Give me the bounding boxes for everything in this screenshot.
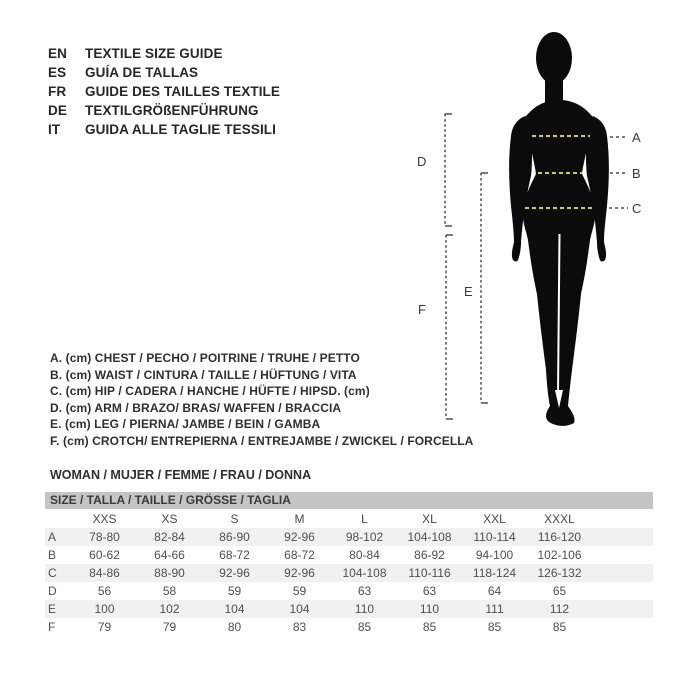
cell: 79 — [162, 620, 177, 634]
cell: 85 — [422, 620, 437, 634]
cell: 64 — [487, 584, 502, 598]
spacer — [592, 600, 653, 618]
cell: 88-90 — [154, 566, 185, 580]
cell: 63 — [422, 584, 437, 598]
cell: 83 — [292, 620, 307, 634]
col-header-xs: XS — [161, 512, 178, 526]
cell: 82-84 — [154, 530, 185, 544]
col-header-m: M — [294, 512, 305, 526]
cell: 64-66 — [154, 548, 185, 562]
cell: 94-100 — [475, 548, 514, 562]
table-row-leg — [45, 600, 653, 618]
language-row — [48, 120, 280, 139]
table-row-chest — [45, 528, 653, 546]
language-row — [48, 44, 280, 63]
cell: 85 — [357, 620, 372, 634]
bracket-e-ticks — [481, 173, 488, 403]
measure-label-b: B — [632, 166, 641, 181]
table-row-hip — [45, 564, 653, 582]
col-header-s: S — [230, 512, 239, 526]
cell: 98-102 — [345, 530, 384, 544]
measure-label-f: F — [418, 302, 426, 317]
cell: 104-108 — [342, 566, 387, 580]
cell: 80 — [227, 620, 242, 634]
language-code: FR — [48, 84, 67, 99]
table-row-arm — [45, 582, 653, 600]
col-header-xxs: XXS — [92, 512, 117, 526]
cell: 116-120 — [537, 530, 582, 544]
legend-line-leg: E. (cm) LEG / PIERNA/ JAMBE / BEIN / GAMBA — [50, 417, 321, 431]
cell: 86-92 — [414, 548, 445, 562]
legend-line-waist: B. (cm) WAIST / CINTURA / TAILLE / HÜFTUNG / VITA — [50, 367, 357, 382]
cell: 110-116 — [408, 566, 451, 580]
woman-silhouette — [509, 32, 609, 426]
cell: 80-84 — [349, 548, 380, 562]
row-label: B — [48, 548, 57, 562]
measure-label-c: C — [632, 201, 642, 216]
spacer — [592, 564, 653, 582]
cell: 104-108 — [407, 530, 452, 544]
cell: 102-106 — [537, 548, 582, 562]
measure-label-e: E — [464, 284, 473, 299]
spacer — [592, 510, 653, 528]
language-title-block — [48, 44, 280, 139]
cell: 59 — [227, 584, 242, 598]
cell: 68-72 — [284, 548, 315, 562]
spacer — [592, 582, 653, 600]
row-label: C — [48, 566, 57, 580]
cell: 59 — [292, 584, 307, 598]
cell: 104 — [289, 602, 310, 616]
cell: 65 — [552, 584, 567, 598]
cell: 110-114 — [473, 530, 516, 544]
language-code: IT — [48, 122, 61, 137]
cell: 84-86 — [89, 566, 120, 580]
cell: 92-96 — [219, 566, 250, 580]
cell: 68-72 — [219, 548, 250, 562]
table-row-crotch — [45, 618, 653, 636]
guide-title: GUIDA ALLE TAGLIE TESSILI — [85, 122, 276, 137]
measurement-legend — [50, 350, 473, 449]
cell: 110 — [354, 602, 375, 616]
cell: 78-80 — [89, 530, 120, 544]
gender-title: WOMAN / MUJER / FEMME / FRAU / DONNA — [50, 468, 312, 482]
legend-line-hip: C. (cm) HIP / CADERA / HANCHE / HÜFTE / HIPSD. (cm) — [50, 384, 370, 398]
row-label: D — [48, 584, 57, 598]
corner-cell — [45, 510, 72, 528]
cell: 92-96 — [284, 566, 315, 580]
cell: 60-62 — [89, 548, 120, 562]
language-row — [48, 101, 280, 120]
legend-line-arm: D. (cm) ARM / BRAZO/ BRAS/ WAFFEN / BRACCIA — [50, 400, 342, 415]
bracket-d-ticks — [445, 114, 452, 226]
measure-label-d: D — [417, 154, 427, 169]
spacer — [592, 618, 653, 636]
cell: 85 — [487, 620, 502, 634]
cell: 110 — [419, 602, 440, 616]
column-header-row — [45, 510, 653, 528]
cell: 104 — [224, 602, 245, 616]
language-code: EN — [48, 46, 67, 61]
table-row-waist — [45, 546, 653, 564]
cell: 126-132 — [537, 566, 582, 580]
col-header-xxxl: XXXL — [544, 512, 575, 526]
row-label: A — [48, 530, 57, 544]
spacer — [592, 528, 653, 546]
col-header-l: L — [361, 512, 368, 526]
language-code: DE — [48, 103, 67, 118]
cell: 102 — [159, 602, 180, 616]
size-table — [45, 492, 653, 636]
measure-label-a: A — [632, 130, 641, 145]
language-row — [48, 63, 280, 82]
cell: 92-96 — [284, 530, 315, 544]
language-code: ES — [48, 65, 67, 80]
language-row — [48, 82, 280, 101]
spacer — [592, 546, 653, 564]
row-label: E — [48, 602, 57, 616]
cell: 111 — [485, 602, 504, 616]
cell: 112 — [549, 602, 570, 616]
guide-title: TEXTILE SIZE GUIDE — [85, 46, 223, 61]
cell: 79 — [97, 620, 112, 634]
cell: 86-90 — [219, 530, 250, 544]
cell: 100 — [94, 602, 115, 616]
row-label: F — [48, 620, 56, 634]
size-header-bar: SIZE / TALLA / TAILLE / GRÖSSE / TAGLIA — [45, 492, 653, 509]
guide-title: TEXTILGRÖßENFÜHRUNG — [85, 103, 259, 118]
cell: 56 — [97, 584, 112, 598]
col-header-xxl: XXL — [483, 512, 506, 526]
cell: 85 — [552, 620, 567, 634]
guide-title: GUÍA DE TALLAS — [85, 65, 199, 80]
legend-line-chest: A. (cm) CHEST / PECHO / POITRINE / TRUHE / PETTO — [50, 351, 360, 365]
guide-title: GUIDE DES TAILLES TEXTILE — [85, 84, 281, 99]
cell: 118-124 — [472, 566, 517, 580]
col-header-xl: XL — [422, 512, 437, 526]
cell: 63 — [357, 584, 372, 598]
cell: 58 — [162, 584, 177, 598]
legend-line-crotch: F. (cm) CROTCH/ ENTREPIERNA / ENTREJAMBE / ZWICKEL / FORCELLA — [50, 433, 474, 448]
